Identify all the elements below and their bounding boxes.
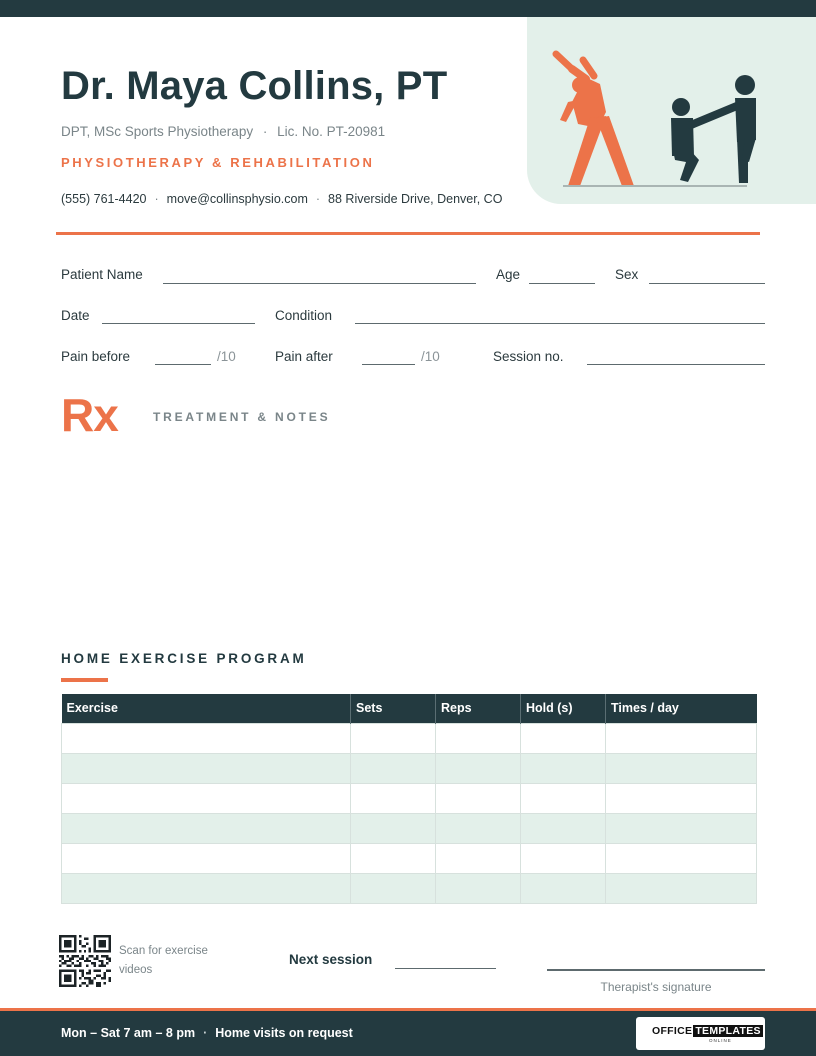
table-cell[interactable] xyxy=(606,753,757,783)
table-cell[interactable] xyxy=(436,843,521,873)
date-label: Date xyxy=(61,308,90,323)
column-header-exercise: Exercise xyxy=(62,694,351,723)
pain-after-label: Pain after xyxy=(275,349,333,364)
office-hours: Mon – Sat 7 am – 8 pm xyxy=(61,1026,196,1040)
table-row xyxy=(62,783,757,813)
condition-label: Condition xyxy=(275,308,333,323)
date-field[interactable] xyxy=(102,323,255,324)
session-number-label: Session no. xyxy=(493,349,564,364)
table-cell[interactable] xyxy=(436,813,521,843)
table-cell[interactable] xyxy=(521,783,606,813)
pain-before-label: Pain before xyxy=(61,349,131,364)
table-cell[interactable] xyxy=(351,843,436,873)
rx-subtitle: TREATMENT & NOTES xyxy=(153,410,331,424)
pain-before-field[interactable] xyxy=(155,364,211,365)
table-cell[interactable] xyxy=(521,873,606,903)
logo-subtext: ONLINE xyxy=(709,1038,732,1043)
floor-line xyxy=(563,185,747,187)
separator: · xyxy=(154,192,159,206)
table-cell[interactable] xyxy=(436,753,521,783)
next-session-field[interactable] xyxy=(395,968,496,969)
table-header-row xyxy=(62,694,757,723)
hero-illustration-panel xyxy=(527,17,816,204)
table-cell[interactable] xyxy=(436,873,521,903)
table-cell[interactable] xyxy=(521,843,606,873)
age-label: Age xyxy=(496,267,521,282)
email: move@collinsphysio.com xyxy=(166,192,308,206)
treatment-notes-area[interactable] xyxy=(61,440,765,640)
table-cell[interactable] xyxy=(351,783,436,813)
table-cell[interactable] xyxy=(62,873,351,903)
stretching-figure-icon xyxy=(556,54,634,186)
table-cell[interactable] xyxy=(62,843,351,873)
table-cell[interactable] xyxy=(351,723,436,753)
column-header-sets: Sets xyxy=(351,694,436,723)
qr-caption: Scan for exercise videos xyxy=(119,945,208,976)
table-row xyxy=(62,843,757,873)
next-session-label: Next session xyxy=(289,952,373,967)
license-number: Lic. No. PT-20981 xyxy=(277,124,386,139)
table-cell[interactable] xyxy=(521,723,606,753)
sex-field[interactable] xyxy=(649,283,765,284)
therapist-name: Dr. Maya Collins, PT xyxy=(61,64,448,108)
table-cell[interactable] xyxy=(62,723,351,753)
table-cell[interactable] xyxy=(351,813,436,843)
column-header-times-per-day: Times / day xyxy=(606,694,757,723)
table-cell[interactable] xyxy=(351,753,436,783)
pain-after-field[interactable] xyxy=(362,364,415,365)
table-cell[interactable] xyxy=(436,783,521,813)
patient-name-label: Patient Name xyxy=(61,267,143,282)
signature-field[interactable] xyxy=(547,969,765,971)
table-cell[interactable] xyxy=(606,813,757,843)
table-cell[interactable] xyxy=(521,753,606,783)
column-header-hold: Hold (s) xyxy=(521,694,606,723)
separator: · xyxy=(315,192,321,206)
table-cell[interactable] xyxy=(436,723,521,753)
table-cell[interactable] xyxy=(606,723,757,753)
assisted-squat-figures-icon xyxy=(671,75,756,183)
pain-after-scale: /10 xyxy=(421,349,440,364)
illustration xyxy=(527,17,816,204)
table-row xyxy=(62,813,757,843)
phone: (555) 761-4420 xyxy=(61,192,147,206)
table-cell[interactable] xyxy=(521,813,606,843)
age-field[interactable] xyxy=(529,283,595,284)
home-exercise-table xyxy=(61,694,757,904)
address: 88 Riverside Drive, Denver, CO xyxy=(328,192,503,206)
home-exercise-title: HOME EXERCISE PROGRAM xyxy=(61,651,307,666)
table-cell[interactable] xyxy=(606,783,757,813)
separator: · xyxy=(203,1026,208,1040)
pain-before-scale: /10 xyxy=(217,349,236,364)
home-exercise-underline xyxy=(61,678,108,682)
table-cell[interactable] xyxy=(62,753,351,783)
contact-line xyxy=(61,192,502,206)
table-row xyxy=(62,723,757,753)
table-cell[interactable] xyxy=(606,873,757,903)
column-header-reps: Reps xyxy=(436,694,521,723)
top-bar xyxy=(0,0,816,17)
sex-label: Sex xyxy=(615,267,639,282)
credentials-line xyxy=(61,124,385,139)
credentials: DPT, MSc Sports Physiotherapy xyxy=(61,124,254,139)
rx-symbol: Rx xyxy=(61,389,118,441)
condition-field[interactable] xyxy=(355,323,765,324)
separator: · xyxy=(262,124,268,139)
table-row xyxy=(62,753,757,783)
qr-code-icon[interactable] xyxy=(59,935,111,987)
footer-hours-line xyxy=(61,1026,353,1040)
specialty-heading: PHYSIOTHERAPY & REHABILITATION xyxy=(61,155,375,170)
table-cell[interactable] xyxy=(62,813,351,843)
brand-logo xyxy=(636,1017,765,1050)
table-cell[interactable] xyxy=(62,783,351,813)
session-number-field[interactable] xyxy=(587,364,765,365)
logo-wordmark: OFFICE TEMPLATES xyxy=(652,1025,761,1037)
table-cell[interactable] xyxy=(351,873,436,903)
header-divider xyxy=(56,232,760,235)
signature-label: Therapist's signature xyxy=(600,980,712,994)
table-row xyxy=(62,873,757,903)
table-cell[interactable] xyxy=(606,843,757,873)
patient-name-field[interactable] xyxy=(163,283,476,284)
home-visits-note: Home visits on request xyxy=(215,1026,353,1040)
